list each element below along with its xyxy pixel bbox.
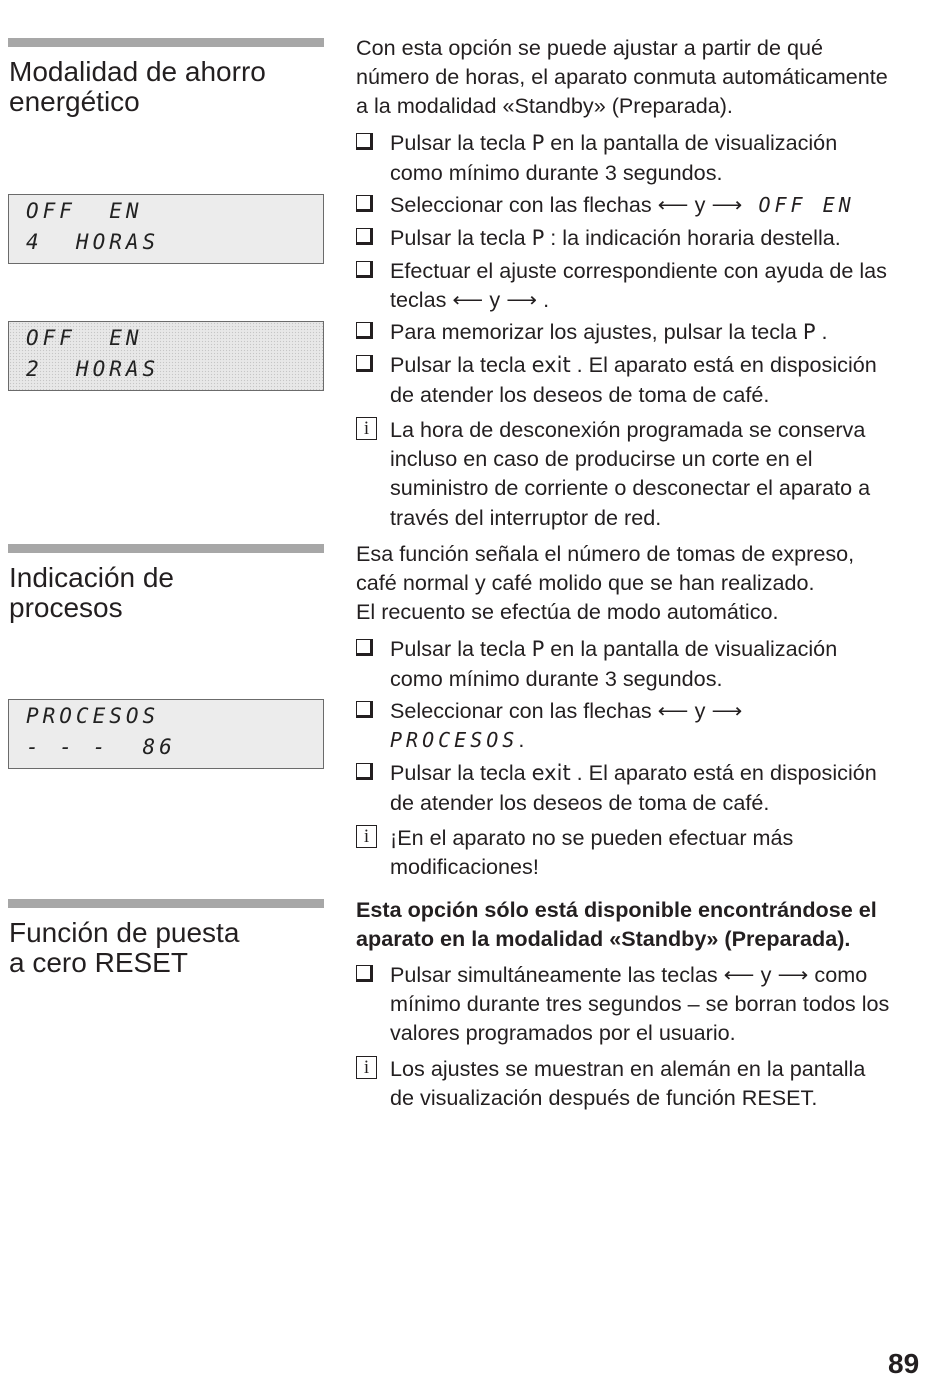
step-text: en la pantalla de visualización	[544, 130, 838, 155]
left-arrow-icon: ⟵	[452, 287, 484, 313]
heading-line: Función de puesta	[9, 917, 240, 948]
right-arrow-icon: ⟶	[777, 962, 809, 987]
lcd-display-4-hours	[8, 194, 324, 264]
p-key-label: P	[531, 637, 545, 661]
lcd-line: - - - 86	[26, 735, 176, 759]
step-text: : la indicación horaria destella.	[544, 225, 841, 250]
step-text: . El aparato está en disposición	[570, 760, 877, 785]
info-icon: i	[356, 825, 377, 848]
heading-line: energético	[9, 86, 140, 117]
step-text: .	[537, 287, 550, 313]
right-arrow-icon: ⟶	[506, 287, 538, 313]
step-text: Pulsar la tecla	[390, 760, 532, 785]
text-line: Esa función señala el número de tomas de expreso,	[356, 541, 855, 566]
info-text: incluso en caso de producirse un corte en el	[390, 446, 813, 472]
left-arrow-icon: ⟵	[657, 698, 689, 723]
p-key-label: P	[531, 226, 545, 250]
exit-key-label: exit	[531, 353, 571, 377]
step-text: . El aparato está en disposición	[570, 352, 877, 377]
heading-line: a cero RESET	[9, 947, 188, 978]
checkbox-bullet-icon	[356, 701, 373, 718]
checkbox-bullet-icon	[356, 195, 373, 212]
p-key-label: P	[802, 320, 816, 344]
exit-key-label: exit	[531, 761, 571, 785]
checkbox-bullet-icon	[356, 228, 373, 245]
right-arrow-icon: ⟶	[711, 698, 743, 723]
step-text: y	[688, 698, 712, 723]
step-text: mínimo durante tres segundos – se borran todos los	[390, 991, 890, 1017]
step-text: Pulsar la tecla	[390, 130, 532, 155]
info-icon: i	[356, 1056, 377, 1079]
checkbox-bullet-icon	[356, 763, 373, 780]
text-line: Con esta opción se puede ajustar a partir de qué	[356, 35, 823, 60]
section-heading-reset	[9, 918, 319, 978]
intro-bold-paragraph	[356, 895, 877, 953]
heading-line: Modalidad de ahorro	[9, 56, 266, 87]
info-text: suministro de corriente o desconectar el aparato a	[390, 475, 871, 501]
checkbox-bullet-icon	[356, 355, 373, 372]
info-icon: i	[356, 417, 377, 440]
section-heading-process-count	[9, 563, 319, 623]
section-rule	[8, 544, 324, 553]
section-rule	[8, 899, 324, 908]
lcd-line: OFF EN	[26, 199, 143, 223]
lcd-line: 4 HORAS	[26, 230, 160, 254]
step-text: teclas	[390, 287, 453, 313]
info-text: La hora de desconexión programada se conserva	[390, 417, 866, 442]
info-text: Los ajustes se muestran en alemán en la pantalla	[390, 1056, 866, 1081]
left-arrow-icon: ⟵	[657, 192, 689, 217]
text-line: aparato en la modalidad «Standby» (Preparada).	[356, 926, 851, 952]
step-text: Pulsar la tecla	[390, 352, 532, 377]
step-text: como mínimo durante 3 segundos.	[390, 666, 723, 692]
text-line: a la modalidad «Standby» (Preparada).	[356, 93, 733, 119]
lcd-inline-text: PROCESOS	[390, 728, 519, 753]
text-line: Esta opción sólo está disponible encontrándose el	[356, 897, 877, 922]
intro-paragraph	[356, 539, 854, 627]
lcd-display-procesos	[8, 699, 324, 769]
step-text: .	[815, 319, 828, 344]
checkbox-bullet-icon	[356, 133, 373, 150]
left-arrow-icon: ⟵	[723, 962, 755, 987]
step-text: de atender los deseos de toma de café.	[390, 382, 770, 408]
step-text: Seleccionar con las flechas	[390, 192, 658, 217]
lcd-display-2-hours	[8, 321, 324, 391]
step-text: valores programados por el usuario.	[390, 1020, 736, 1046]
info-text: de visualización después de función RESET.	[390, 1085, 818, 1111]
lcd-line: PROCESOS	[26, 704, 160, 728]
info-text: modificaciones!	[390, 854, 539, 880]
heading-line: Indicación de	[9, 562, 175, 593]
step-text: de atender los deseos de toma de café.	[390, 790, 770, 816]
step-text: Efectuar el ajuste correspondiente con ayuda de las	[390, 258, 887, 283]
right-arrow-icon: ⟶	[711, 192, 743, 217]
checkbox-bullet-icon	[356, 639, 373, 656]
lcd-line: 2 HORAS	[26, 357, 160, 381]
lcd-inline-text: OFF EN	[742, 193, 855, 217]
step-text: Pulsar la tecla	[390, 225, 532, 250]
intro-paragraph	[356, 33, 888, 121]
lcd-line: OFF EN	[26, 326, 143, 350]
p-key-label: P	[531, 131, 545, 155]
step-text: Para memorizar los ajustes, pulsar la tecla	[390, 319, 803, 344]
step-text: en la pantalla de visualización	[544, 636, 838, 661]
info-text: través del interruptor de red.	[390, 504, 662, 530]
step-text: y	[483, 287, 507, 313]
section-rule	[8, 38, 324, 47]
text-line: café normal y café molido que se han realizado.	[356, 570, 815, 596]
checkbox-bullet-icon	[356, 322, 373, 339]
page-number: 89	[888, 1348, 920, 1379]
checkbox-bullet-icon	[356, 965, 373, 982]
step-text: Pulsar la tecla	[390, 636, 532, 661]
step-text: y	[754, 962, 778, 987]
step-text: Seleccionar con las flechas	[390, 698, 658, 723]
text-line: número de horas, el aparato conmuta automáticamente	[356, 64, 888, 90]
checkbox-bullet-icon	[356, 261, 373, 278]
step-text: Pulsar simultáneamente las teclas	[390, 962, 724, 987]
info-text: ¡En el aparato no se pueden efectuar más	[390, 825, 794, 850]
section-heading-energy-saving	[9, 57, 319, 117]
heading-line: procesos	[9, 592, 123, 623]
step-text: como mínimo durante 3 segundos.	[390, 160, 723, 186]
text-line: El recuento se efectúa de modo automático.	[356, 599, 779, 625]
step-text: y	[688, 192, 712, 217]
step-text: .	[518, 727, 525, 753]
step-text: como	[808, 962, 868, 987]
